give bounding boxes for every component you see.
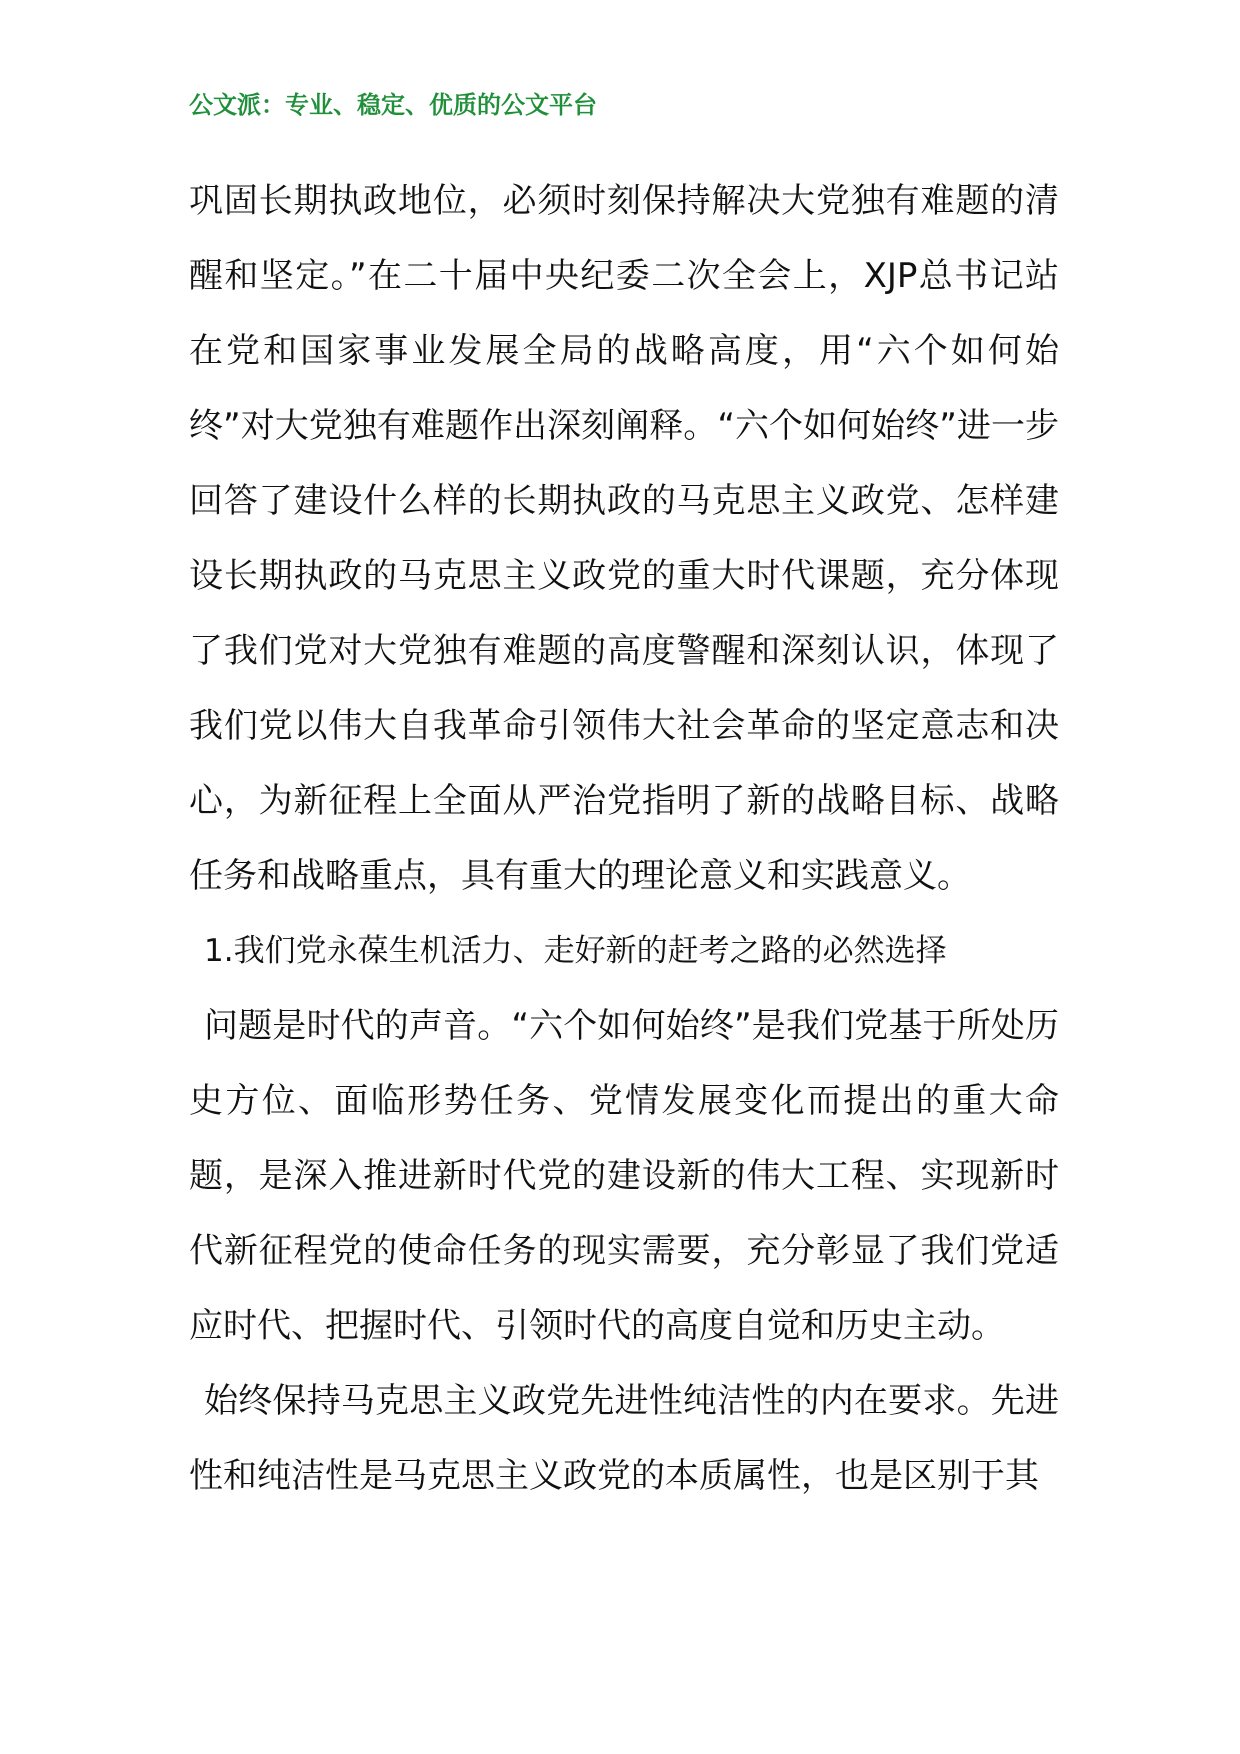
body-paragraph-2: 问题是时代的声音。“六个如何始终”是我们党基于所处历史方位、面临形势任务、党情发展变化而提出的重大命题，是深入推进新时代党的建设新的伟大工程、实现新时代新征程党的使命任务的现实需要，充分彰显了我们党适应时代、把握时代、引领时代的高度自觉和历史主动。 bbox=[189, 1006, 1059, 1346]
section-heading-1: 1.我们党永葆生机活力、走好新的赶考之路的必然选择 bbox=[204, 933, 947, 969]
document-body bbox=[189, 164, 1059, 1514]
page-header: 公文派：专业、稳定、优质的公文平台 bbox=[189, 91, 597, 119]
body-paragraph-3: 始终保持马克思主义政党先进性纯洁性的内在要求。先进性和纯洁性是马克思主义政党的本质属性，也是区别于其 bbox=[189, 1381, 1059, 1496]
body-paragraph-1: 巩固长期执政地位，必须时刻保持解决大党独有难题的清醒和坚定。”在二十届中央纪委二次全会上，XJP总书记站在党和国家事业发展全局的战略高度，用“六个如何始终”对大党独有难题作出深刻阐释。“六个如何始终”进一步回答了建设什么样的长期执政的马克思主义政党、怎样建设长期执政的马克思主义政党的重大时代课题，充分体现了我们党对大党独有难题的高度警醒和深刻认识，体现了我们党以伟大自我革命引领伟大社会革命的坚定意志和决心，为新征程上全面从严治党指明了新的战略目标、战略任务和战略重点，具有重大的理论意义和实践意义。 bbox=[189, 181, 1059, 896]
